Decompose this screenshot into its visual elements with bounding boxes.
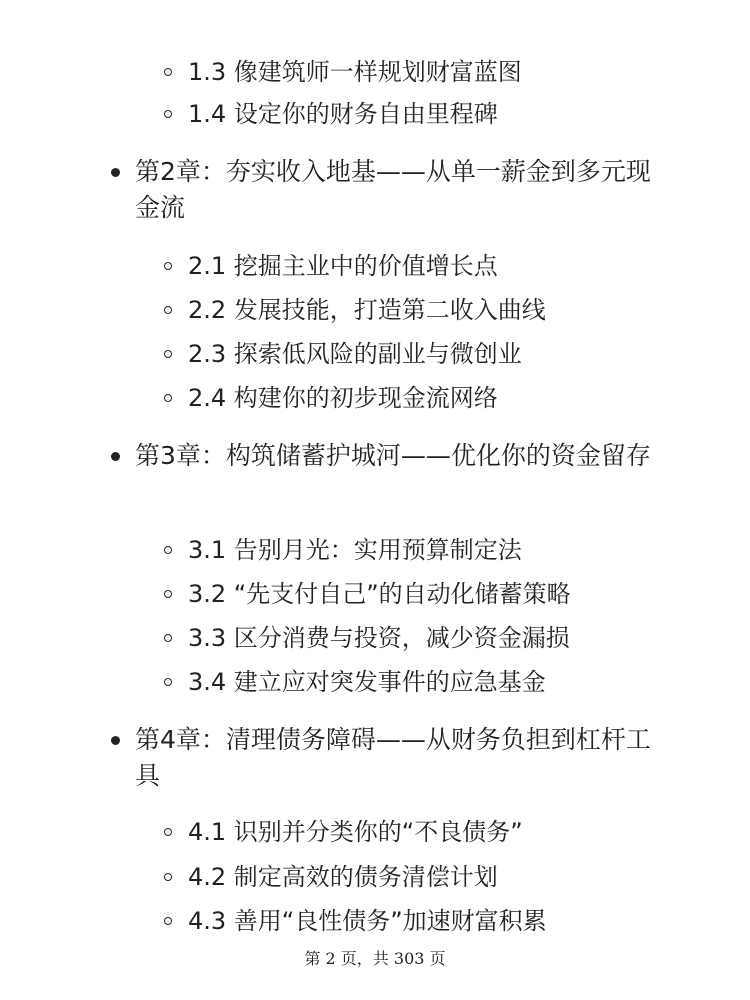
list-item-text: 1.4 设定你的财务自由里程碑 <box>188 100 498 128</box>
hollow-bullet-icon <box>164 873 172 881</box>
list-item <box>188 338 522 370</box>
solid-bullet-icon <box>111 736 120 745</box>
hollow-bullet-icon <box>164 546 172 554</box>
list-item-text: 3.2 “先支付自己”的自动化储蓄策略 <box>188 580 571 608</box>
list-item <box>188 905 547 937</box>
list-item-text: 2.1 挖掘主业中的价值增长点 <box>188 252 498 280</box>
list-item <box>188 56 522 88</box>
hollow-bullet-icon <box>164 634 172 642</box>
list-item-text: 4.1 识别并分类你的“不良债务” <box>188 818 523 846</box>
list-item <box>188 294 546 326</box>
list-item <box>188 666 546 698</box>
list-item <box>188 98 498 130</box>
list-item <box>188 578 571 610</box>
solid-bullet-icon <box>111 452 120 461</box>
chapter-title: 第3章：构筑储蓄护城河——优化你的资金留存 <box>135 441 651 470</box>
list-item <box>188 382 498 414</box>
list-item <box>188 250 498 282</box>
list-item-text: 2.2 发展技能，打造第二收入曲线 <box>188 296 546 324</box>
hollow-bullet-icon <box>164 350 172 358</box>
chapter-heading <box>135 154 675 226</box>
hollow-bullet-icon <box>164 68 172 76</box>
list-item <box>188 816 523 848</box>
hollow-bullet-icon <box>164 590 172 598</box>
list-item-text: 3.4 建立应对突发事件的应急基金 <box>188 668 546 696</box>
list-item-text: 2.3 探索低风险的副业与微创业 <box>188 340 522 368</box>
solid-bullet-icon <box>111 168 120 177</box>
list-item-text: 3.3 区分消费与投资，减少资金漏损 <box>188 624 570 652</box>
hollow-bullet-icon <box>164 828 172 836</box>
list-item-text: 2.4 构建你的初步现金流网络 <box>188 384 498 412</box>
hollow-bullet-icon <box>164 306 172 314</box>
list-item <box>188 534 522 566</box>
page-number: 第 2 页，共 303 页 <box>304 949 446 968</box>
list-item-text: 3.1 告别月光：实用预算制定法 <box>188 536 522 564</box>
chapter-heading <box>135 438 675 474</box>
hollow-bullet-icon <box>164 678 172 686</box>
hollow-bullet-icon <box>164 917 172 925</box>
chapter-heading <box>135 722 675 794</box>
hollow-bullet-icon <box>164 110 172 118</box>
list-item-text: 4.2 制定高效的债务清偿计划 <box>188 863 498 891</box>
hollow-bullet-icon <box>164 394 172 402</box>
list-item-text: 4.3 善用“良性债务”加速财富积累 <box>188 907 547 935</box>
chapter-title: 第2章：夯实收入地基——从单一薪金到多元现金流 <box>135 157 651 222</box>
list-item-text: 1.3 像建筑师一样规划财富蓝图 <box>188 58 522 86</box>
chapter-title: 第4章：清理债务障碍——从财务负担到杠杆工具 <box>135 725 651 790</box>
hollow-bullet-icon <box>164 262 172 270</box>
list-item <box>188 622 570 654</box>
list-item <box>188 861 498 893</box>
